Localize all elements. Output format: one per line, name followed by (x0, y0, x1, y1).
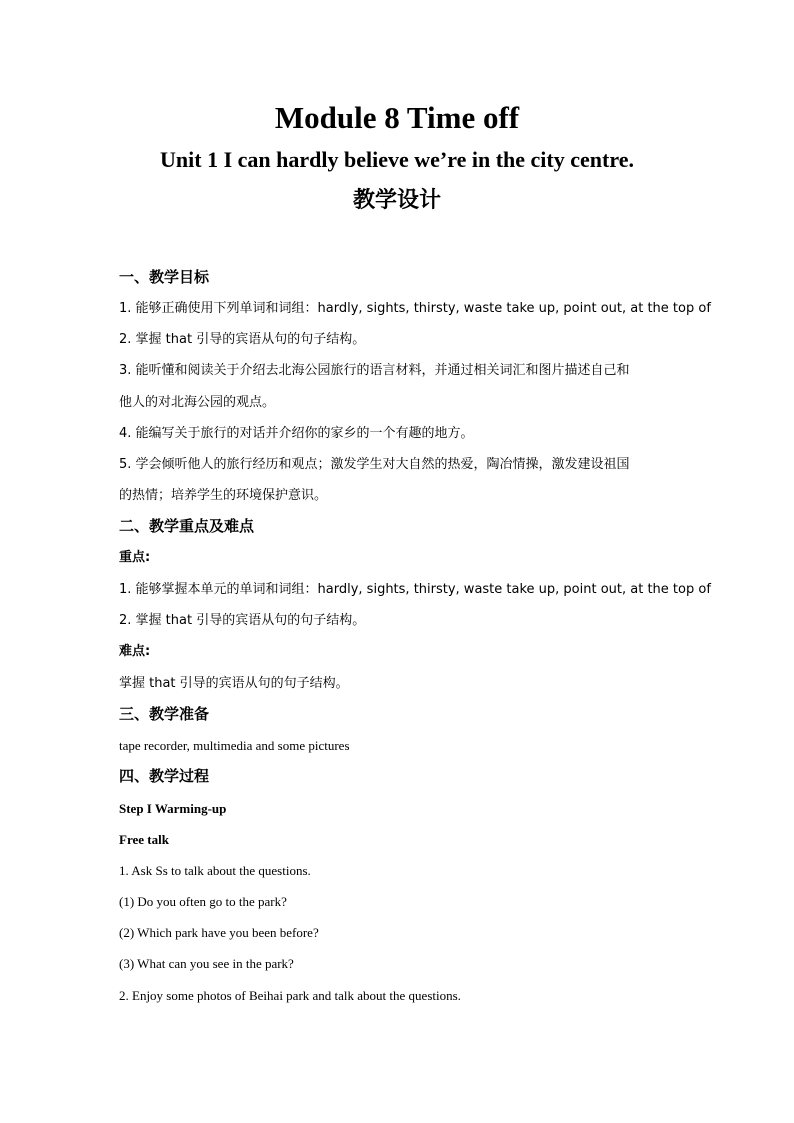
preparation-heading: 三、教学准备 (119, 705, 210, 723)
objective-item-5-line-2: 的热情；培养学生的环境保护意识。 (119, 488, 328, 503)
process-heading: 四、教学过程 (119, 767, 210, 785)
document-type-title: 教学设计 (352, 188, 441, 213)
module-title: Module 8 Time off (274, 100, 520, 135)
difficulty-label: 难点: (119, 644, 151, 659)
objectives-heading: 一、教学目标 (119, 268, 210, 286)
question-2: (2) Which park have you been before? (119, 925, 319, 940)
difficulty-item-1: 掌握 that 引导的宾语从句的句子结构。 (119, 676, 349, 691)
focus-item-1: 1. 能够掌握本单元的单词和词组：hardly, sights, thirsty, waste take up, point out, at the top of (119, 582, 711, 597)
objective-item-3-line-1: 3. 能听懂和阅读关于介绍去北海公园旅行的语言材料，并通过相关词汇和图片描述自己和 (119, 363, 630, 378)
objective-item-2: 2. 掌握 that 引导的宾语从句的句子结构。 (119, 332, 366, 347)
process-line-1: 1. Ask Ss to talk about the questions. (119, 863, 311, 878)
question-3: (3) What can you see in the park? (119, 956, 294, 971)
process-line-2: 2. Enjoy some photos of Beihai park and talk about the questions. (119, 988, 461, 1003)
objective-item-4: 4. 能编写关于旅行的对话并介绍你的家乡的一个有趣的地方。 (119, 426, 474, 441)
objective-item-5-line-1: 5. 学会倾听他人的旅行经历和观点；激发学生对大自然的热爱，陶冶情操，激发建设祖国 (119, 457, 630, 472)
question-1: (1) Do you often go to the park? (119, 894, 287, 909)
focus-item-2: 2. 掌握 that 引导的宾语从句的句子结构。 (119, 613, 366, 628)
step-title: Step I Warming-up (119, 801, 227, 816)
free-talk-label: Free talk (119, 832, 169, 847)
preparation-text: tape recorder, multimedia and some pictures (119, 738, 350, 753)
focus-label: 重点: (119, 550, 151, 565)
objective-item-1: 1. 能够正确使用下列单词和词组：hardly, sights, thirsty, waste take up, point out, at the top of (119, 301, 711, 316)
unit-title: Unit 1 I can hardly believe we’re in the city centre. (160, 147, 634, 172)
key-points-heading: 二、教学重点及难点 (119, 517, 255, 535)
objective-item-3-line-2: 他人的对北海公园的观点。 (119, 395, 276, 410)
